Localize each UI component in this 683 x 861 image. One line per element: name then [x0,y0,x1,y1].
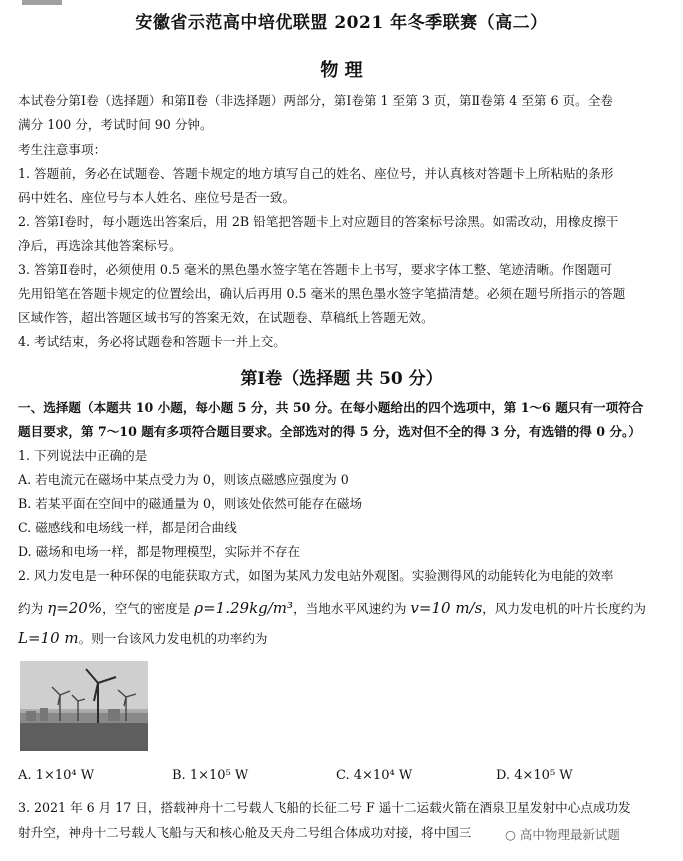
stem-text: 。则一台该风力发电机的功率约为 [78,631,268,646]
notice-item: 1. 答题前，务必在试题卷、答题卡规定的地方填写自己的姓名、座位号，并认真核对答题卡上所粘贴的条形 [18,166,614,181]
question-stem: 3. 2021 年 6 月 17 日，搭载神舟十二号载人飞船的长征二号 F 遥十二运载火箭在酒泉卫星发射中心点成功发 [18,800,631,815]
watermark-text: 高中物理最新试题 [519,827,620,842]
option-c [336,768,412,783]
section-title: 第Ⅰ卷（选择题 共 50 分） [240,369,443,389]
option-value: 4×10⁴ W [353,768,413,783]
notice-item: 4. 考试结束，务必将试题卷和答题卡一并上交。 [18,334,286,349]
notice-item: 净后，再选涂其他答案标号。 [18,238,182,253]
wind-farm-photo [20,661,148,751]
option-label: C. [336,768,350,783]
option-value: 1×10⁴ W [35,768,95,783]
formula-rho: ρ=1.29kg/m³ [194,599,294,617]
question-stem [18,598,670,619]
question-option: C. 磁感线和电场线一样，都是闭合曲线 [18,520,237,535]
wechat-icon: ○ [505,827,516,842]
question-stem: 射升空，神舟十二号载人飞船与天和核心舱及天舟二号组合体成功对接，将中国三 [18,825,472,840]
option-label: D. [496,768,511,783]
wind-turbine-illustration [20,661,148,751]
question-stem [18,628,670,649]
stem-text: 约为 [18,601,48,616]
scan-artifact [22,0,62,5]
intro-line: 满分 100 分，考试时间 90 分钟。 [18,117,213,132]
notice-item: 区域作答，超出答题区域书写的答案无效，在试题卷、草稿纸上答题无效。 [18,310,434,325]
option-value: 1×10⁵ W [189,768,249,783]
question-stem: 1. 下列说法中正确的是 [18,448,148,463]
notice-item: 2. 答第Ⅰ卷时，每小题选出答案后，用 2B 铅笔把答题卡上对应题目的答案标号涂黑。如需改动，用橡皮擦干 [18,214,619,229]
option-label: B. [172,768,186,783]
notice-item: 码中姓名、座位号与本人姓名、座位号是否一致。 [18,190,296,205]
subject-title: 物 理 [320,60,363,81]
formula-v: v=10 m/s [410,599,483,617]
stem-text: ，空气的密度是 [102,601,195,616]
stem-text: ，当地水平风速约为 [293,601,411,616]
notice-item: 先用铅笔在答题卡规定的位置绘出，确认后再用 0.5 毫米的黑色墨水签字笔描清楚。必须在题号所指示的答题 [18,286,626,301]
option-b [172,768,248,783]
option-value: 4×10⁵ W [514,768,573,783]
watermark [505,825,675,845]
section-instruction: 一、选择题（本题共 10 小题，每小题 5 分，共 50 分。在每小题给出的四个选项中，第 1～6 题只有一项符合 [18,400,644,415]
intro-line: 本试卷分第Ⅰ卷（选择题）和第Ⅱ卷（非选择题）两部分，第Ⅰ卷第 1 至第 3 页，第Ⅱ卷第 4 至第 6 页。全卷 [18,93,613,108]
section-instruction: 题目要求，第 7～10 题有多项符合题目要求。全部选对的得 5 分，选对但不全的得 3 分，有选错的得 0 分。） [18,424,641,439]
q2-options [18,768,670,788]
option-d [496,768,573,783]
notice-title: 考生注意事项： [18,142,107,157]
formula-eta: η=20% [47,599,103,617]
exam-title: 安徽省示范高中培优联盟 2021 年冬季联赛（高二） [135,13,548,33]
formula-L: L=10 m [18,629,79,647]
option-a [18,768,94,783]
question-option: D. 磁场和电场一样，都是物理模型，实际并不存在 [18,544,301,559]
stem-text: ，风力发电机的叶片长度约为 [482,601,647,616]
question-option: A. 若电流元在磁场中某点受力为 0，则该点磁感应强度为 0 [18,472,349,487]
notice-item: 3. 答第Ⅱ卷时，必须使用 0.5 毫米的黑色墨水签字笔在答题卡上书写，要求字体工整、笔迹清晰。作图题可 [18,262,613,277]
question-stem: 2. 风力发电是一种环保的电能获取方式，如图为某风力发电站外观图。实验测得风的动能转化为电能的效率 [18,568,614,583]
option-label: A. [18,768,32,783]
question-option: B. 若某平面在空间中的磁通量为 0，则该处依然可能存在磁场 [18,496,363,511]
